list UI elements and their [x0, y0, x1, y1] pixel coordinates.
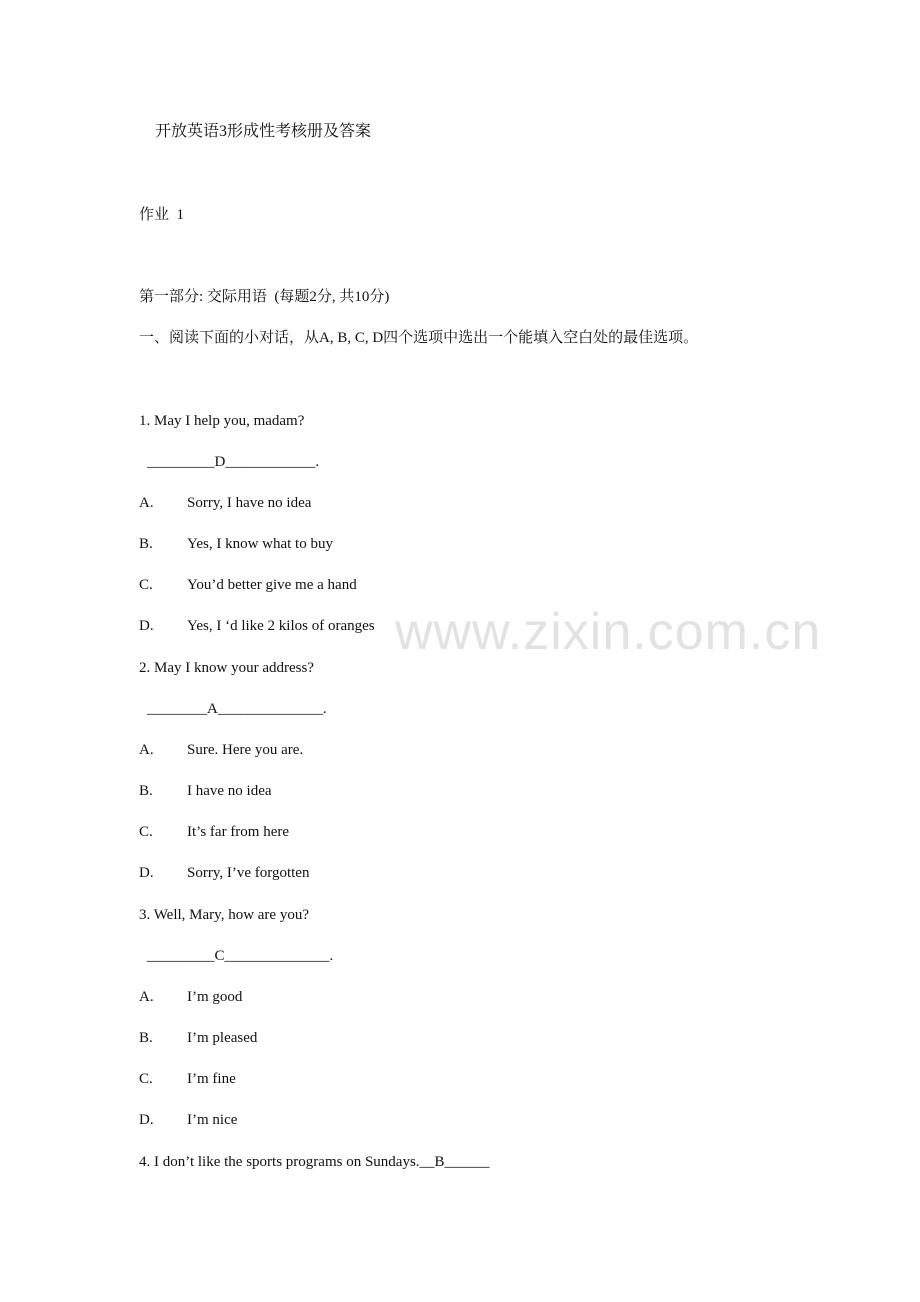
question-text: 2. May I know your address? — [139, 660, 314, 676]
option-letter: B. — [139, 1030, 153, 1046]
answer-blank: _________C______________. — [147, 948, 334, 964]
option-b — [139, 1028, 257, 1048]
option-a — [139, 740, 303, 760]
option-text: It’s far from here — [187, 824, 290, 840]
option-c — [139, 822, 289, 842]
option-text: I’m pleased — [187, 1030, 258, 1046]
question-text: 4. I don’t like the sports programs on Sundays.__B______ — [139, 1154, 490, 1170]
option-text: Yes, I know what to buy — [187, 536, 333, 552]
option-text: You’d better give me a hand — [187, 577, 357, 593]
option-letter: B. — [139, 783, 153, 799]
option-letter: C. — [139, 577, 153, 593]
option-text: Yes, I ‘d like 2 kilos of oranges — [187, 618, 375, 634]
assignment-heading: 作业 1 — [139, 207, 185, 223]
option-letter: D. — [139, 618, 154, 634]
option-letter: A. — [139, 495, 154, 511]
option-text: Sorry, I’ve forgotten — [187, 865, 310, 881]
option-a — [139, 493, 311, 513]
option-b — [139, 781, 272, 801]
option-letter: D. — [139, 1112, 154, 1128]
option-text: I have no idea — [187, 783, 272, 799]
option-letter: C. — [139, 1071, 153, 1087]
option-c — [139, 1069, 236, 1089]
option-b — [139, 534, 333, 554]
option-letter: D. — [139, 865, 154, 881]
option-text: I’m fine — [187, 1071, 236, 1087]
answer-blank: ________A______________. — [147, 701, 327, 717]
question-text: 3. Well, Mary, how are you? — [139, 907, 309, 923]
instruction-text: 一、阅读下面的小对话，从A, B, C, D四个选项中选出一个能填入空白处的最佳选项。 — [139, 330, 699, 346]
option-text: Sure. Here you are. — [187, 742, 304, 758]
option-d — [139, 863, 309, 883]
option-letter: A. — [139, 742, 154, 758]
option-text: Sorry, I have no idea — [187, 495, 312, 511]
section-heading: 第一部分: 交际用语 (每题2分, 共10分) — [139, 289, 390, 305]
option-letter: C. — [139, 824, 153, 840]
option-letter: A. — [139, 989, 154, 1005]
option-c — [139, 575, 357, 595]
question-text: 1. May I help you, madam? — [139, 413, 305, 429]
option-d — [139, 1110, 237, 1130]
option-a — [139, 987, 242, 1007]
answer-blank: _________D____________. — [147, 454, 320, 470]
watermark: www.zixin.com.cn — [395, 603, 822, 661]
option-letter: B. — [139, 536, 153, 552]
option-text: I’m good — [187, 989, 243, 1005]
option-d — [139, 616, 375, 636]
option-text: I’m nice — [187, 1112, 238, 1128]
document-title: 开放英语3形成性考核册及答案 — [155, 123, 372, 140]
